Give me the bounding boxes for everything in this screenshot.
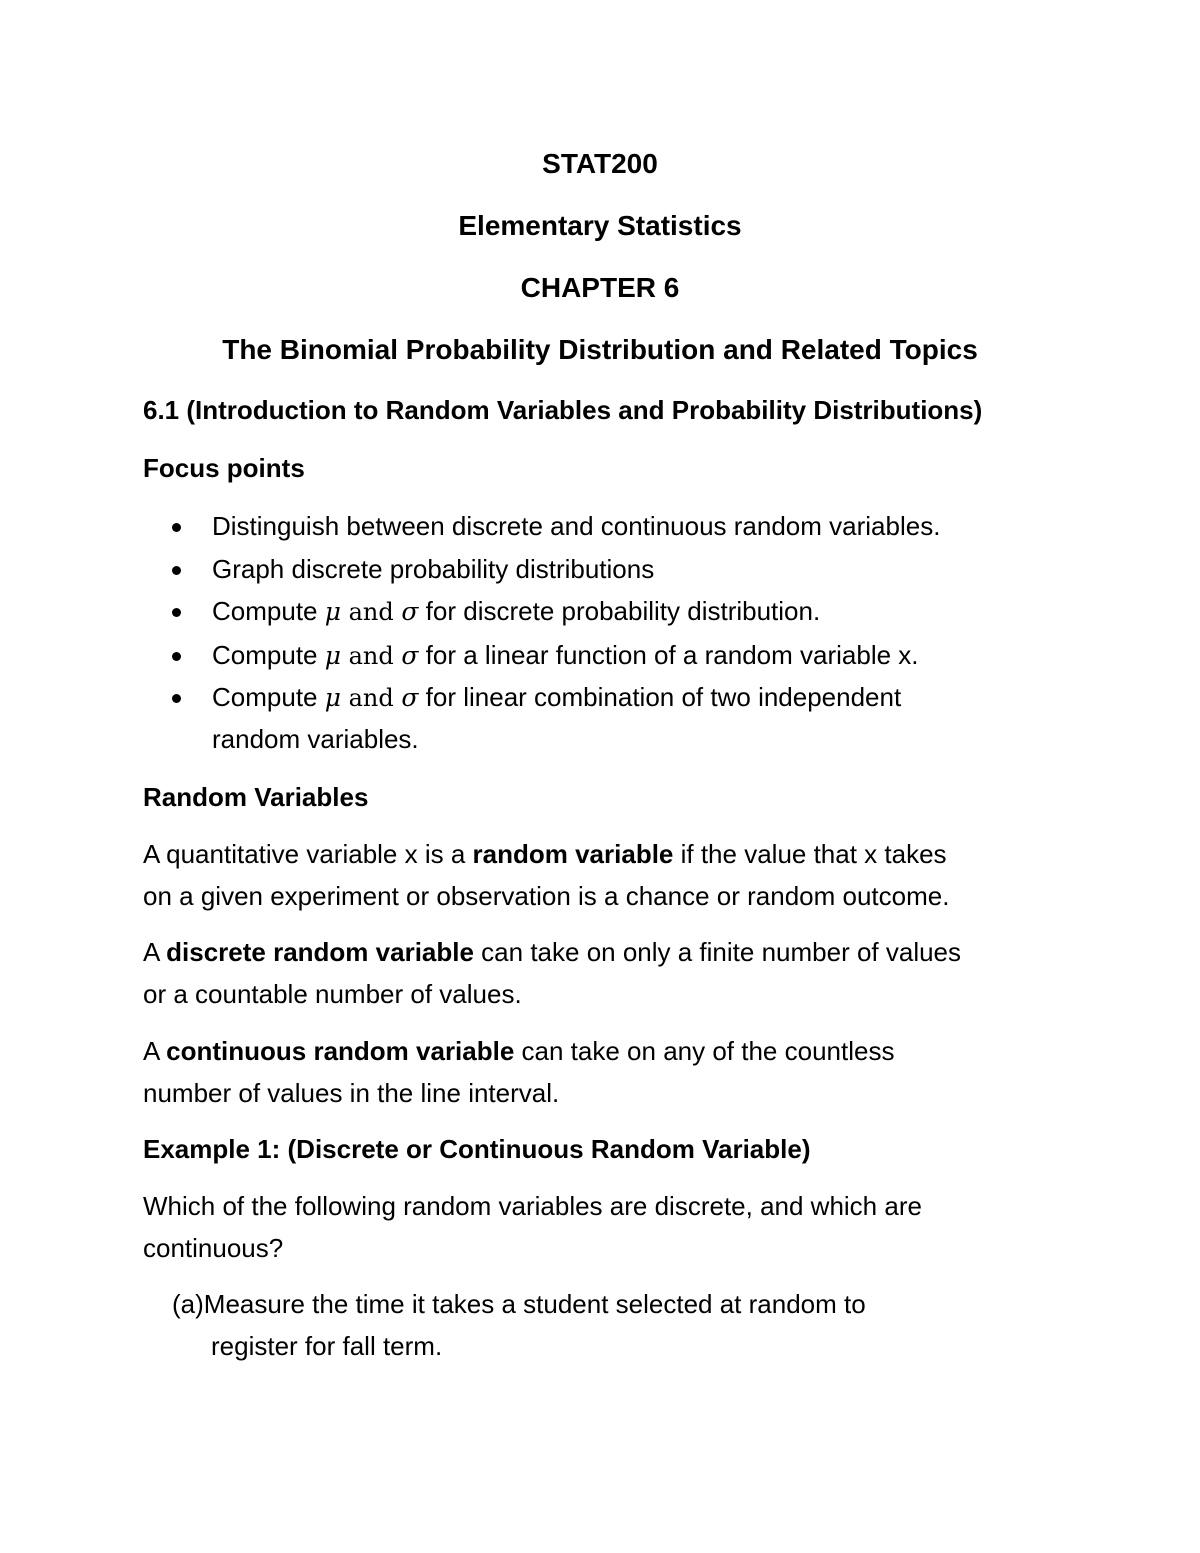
example-item-a-line1: (a)Measure the time it takes a student selected at random to xyxy=(172,1289,866,1319)
definition-discrete-line1: A discrete random variable can take on only a finite number of values xyxy=(143,937,962,967)
definition-random-variable-line1: A quantitative variable x is a random variable if the value that x takes xyxy=(143,839,947,869)
definition-continuous-line2: number of values in the line interval. xyxy=(143,1078,560,1108)
chapter-label: CHAPTER 6 xyxy=(520,272,680,303)
definition-random-variable-line2: on a given experiment or observation is a chance or random outcome. xyxy=(143,881,950,911)
example-item-a-line2: register for fall term. xyxy=(211,1331,443,1361)
bullet-text: Compute μ and σ for a linear function of a random variable x. xyxy=(212,640,919,670)
bullet-text: Distinguish between discrete and continuous random variables. xyxy=(212,511,941,541)
course-code: STAT200 xyxy=(542,148,658,179)
bullet-text: Compute μ and σ for discrete probability distribution. xyxy=(212,596,821,626)
mu-symbol: μ xyxy=(324,641,341,670)
section-heading: 6.1 (Introduction to Random Variables and Probability Distributions) xyxy=(143,395,983,425)
chapter-title: The Binomial Probability Distribution and Related Topics xyxy=(222,334,978,365)
focus-points-heading: Focus points xyxy=(143,453,305,483)
bullet-text: random variables. xyxy=(212,724,419,754)
mu-symbol: μ xyxy=(324,683,341,712)
sigma-symbol: σ xyxy=(401,597,419,626)
example-heading: Example 1: (Discrete or Continuous Random Variable) xyxy=(143,1134,811,1164)
term-discrete-random-variable: discrete random variable xyxy=(166,937,474,967)
bullet-icon xyxy=(172,566,181,575)
bullet-text: Graph discrete probability distributions xyxy=(212,554,655,584)
sigma-symbol: σ xyxy=(401,641,419,670)
mu-symbol: μ xyxy=(324,597,341,626)
random-variables-heading: Random Variables xyxy=(143,782,369,812)
definition-discrete-line2: or a countable number of values. xyxy=(143,979,522,1009)
bullet-icon xyxy=(172,523,181,532)
example-question-line2: continuous? xyxy=(143,1233,284,1263)
term-random-variable: random variable xyxy=(472,839,674,869)
bullet-icon xyxy=(172,652,181,661)
bullet-text: Compute μ and σ for linear combination of two independent xyxy=(212,682,902,712)
definition-continuous-line1: A continuous random variable can take on any of the countless xyxy=(143,1036,895,1066)
course-name: Elementary Statistics xyxy=(458,210,742,241)
bullet-icon xyxy=(172,694,181,703)
bullet-icon xyxy=(172,608,181,617)
term-continuous-random-variable: continuous random variable xyxy=(166,1036,515,1066)
item-label: (a) xyxy=(172,1289,204,1319)
example-question-line1: Which of the following random variables are discrete, and which are xyxy=(143,1191,922,1221)
sigma-symbol: σ xyxy=(401,683,419,712)
